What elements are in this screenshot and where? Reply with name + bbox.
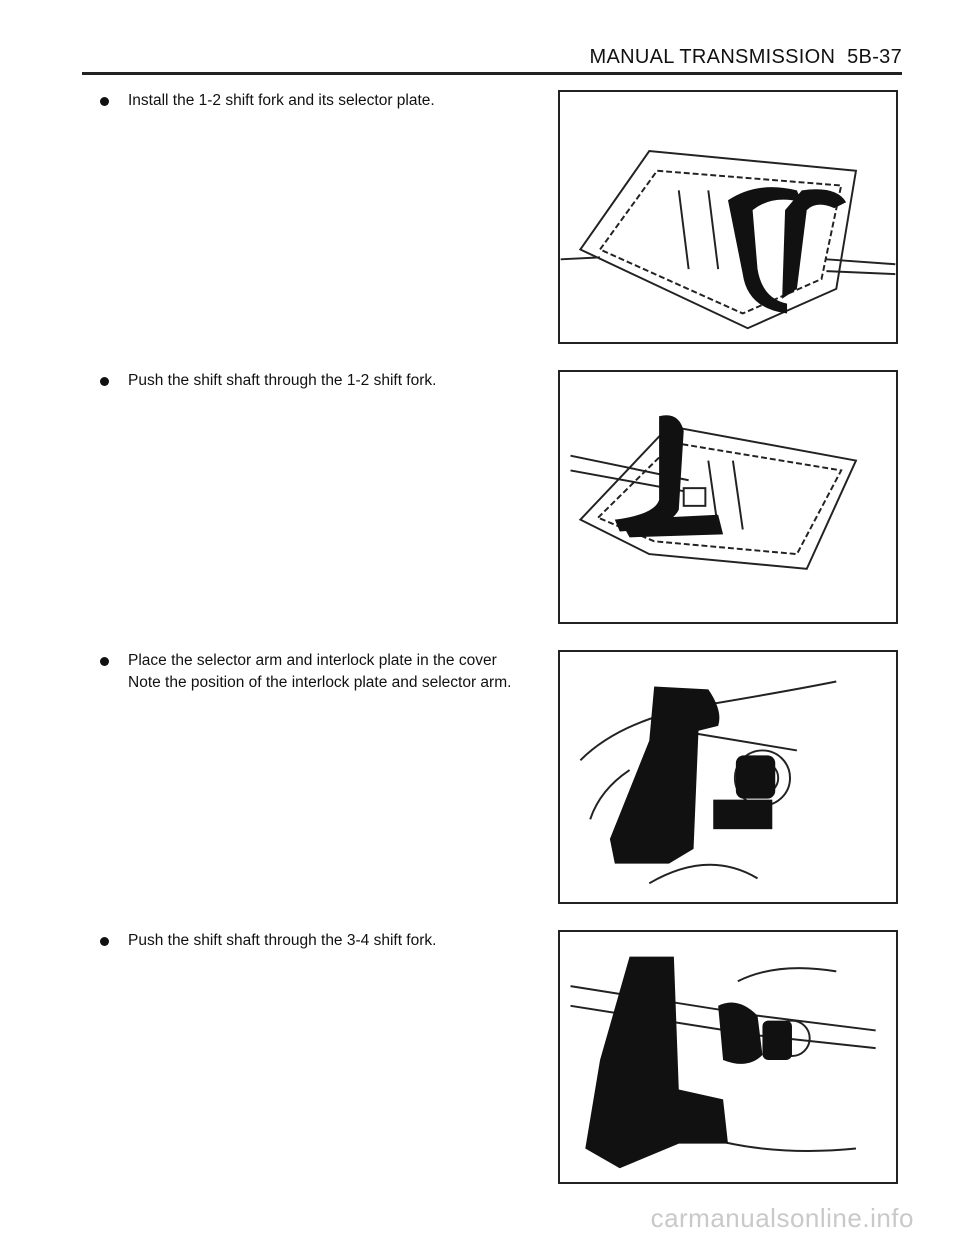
figure-4-shift-shaft-3-4	[558, 930, 898, 1184]
step-4	[100, 930, 540, 952]
bullet-icon	[100, 937, 109, 946]
page-header	[590, 46, 902, 69]
step-1	[100, 90, 540, 112]
watermark: carmanualsonline.info	[650, 1203, 914, 1233]
header-rule	[82, 72, 902, 75]
figure-1-shift-fork-cover	[558, 90, 898, 344]
bullet-icon	[100, 657, 109, 666]
step-3	[100, 650, 540, 694]
figure-2-shift-shaft-1-2	[558, 370, 898, 624]
step-text: Install the 1-2 shift fork and its selector plate.	[128, 92, 435, 109]
bullet-icon	[100, 377, 109, 386]
bullet-icon	[100, 97, 109, 106]
step-text: Push the shift shaft through the 3-4 shift fork.	[128, 932, 437, 949]
step-2	[100, 370, 540, 392]
step-text: Place the selector arm and interlock plate in the cover	[128, 652, 497, 669]
step-note: Note the position of the interlock plate and selector arm.	[128, 674, 512, 691]
manual-title: MANUAL TRANSMISSION	[589, 46, 836, 68]
step-text: Push the shift shaft through the 1-2 shift fork.	[128, 372, 437, 389]
section-number: 5B-37	[847, 46, 902, 68]
figure-3-selector-arm-interlock	[558, 650, 898, 904]
